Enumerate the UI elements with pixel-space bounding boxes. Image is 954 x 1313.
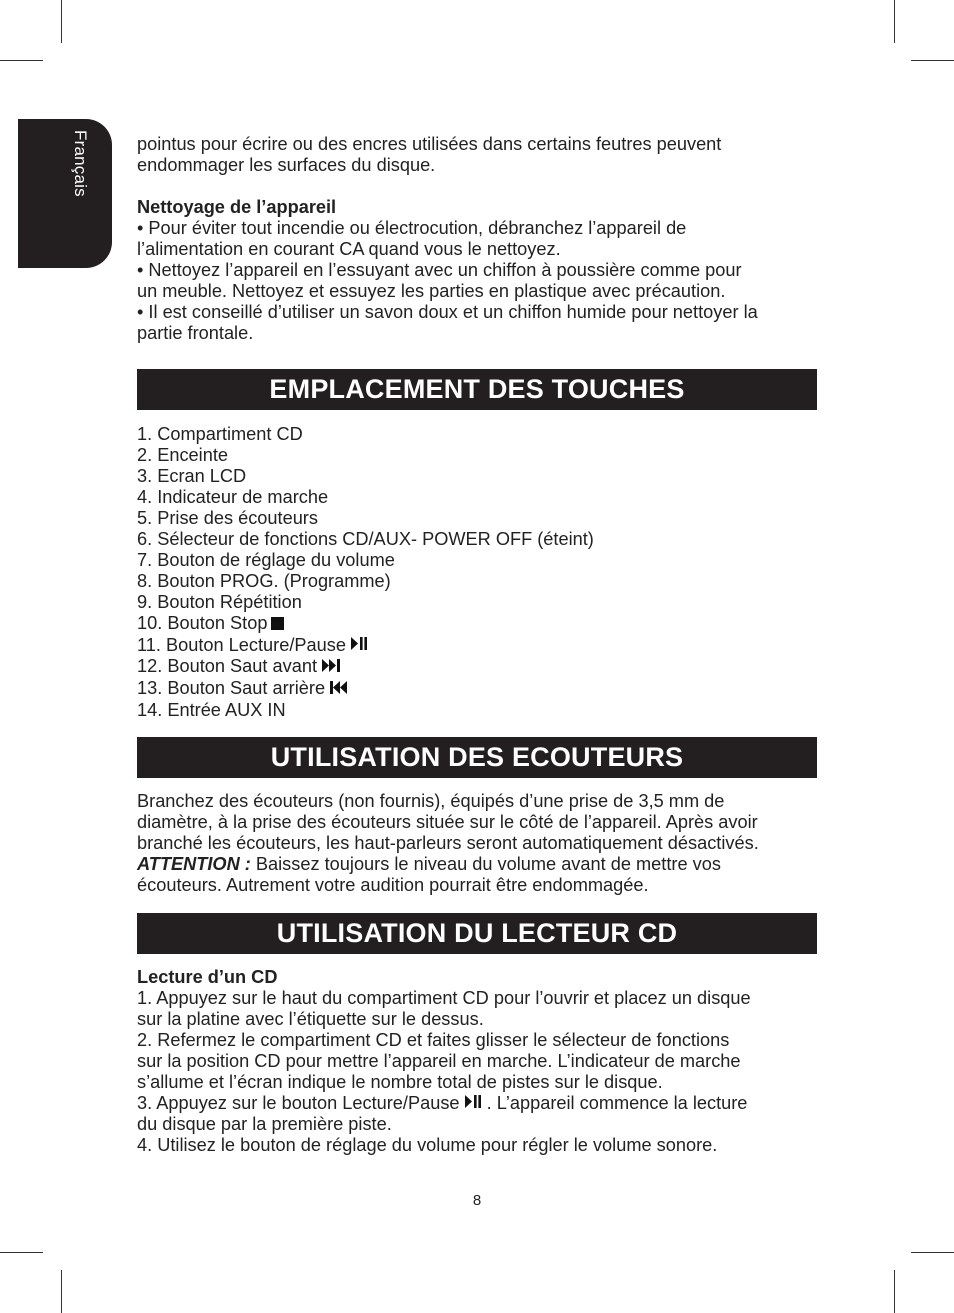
skip-forward-icon xyxy=(321,657,343,678)
headphones-line: écouteurs. Autrement votre audition pourrait être endommagée. xyxy=(137,874,649,895)
crop-mark xyxy=(911,60,954,61)
skip-back-icon xyxy=(329,679,351,700)
cd-line: 1. Appuyez sur le haut du compartiment CD pour l’ouvrir et placez un disque xyxy=(137,987,751,1008)
cd-subheading: Lecture d’un CD xyxy=(137,966,278,987)
cd-step3-suffix: . L’appareil commence la lecture xyxy=(481,1092,748,1113)
controls-item-label: 14. Entrée AUX IN xyxy=(137,699,286,720)
stop-icon xyxy=(271,614,284,635)
cleaning-line: un meuble. Nettoyez et essuyez les parties en plastique avec précaution. xyxy=(137,281,726,301)
controls-item-label: 8. Bouton PROG. (Programme) xyxy=(137,571,391,591)
controls-item-label: 11. Bouton Lecture/Pause xyxy=(137,634,346,655)
controls-item-label: 3. Ecran LCD xyxy=(137,466,247,486)
cleaning-line: partie frontale. xyxy=(137,323,254,343)
attention-text: Baissez toujours le niveau du volume avant de mettre vos xyxy=(250,853,721,874)
crop-mark xyxy=(0,1252,43,1253)
controls-item-label: 13. Bouton Saut arrière xyxy=(137,678,326,699)
controls-list-item xyxy=(137,529,817,550)
cd-line: sur la platine avec l’étiquette sur le dessus. xyxy=(137,1008,484,1029)
headphones-line: branché les écouteurs, les haut-parleurs seront automatiquement désactivés. xyxy=(137,832,759,853)
crop-mark xyxy=(0,60,43,61)
cd-step3 xyxy=(137,1093,817,1115)
play-pause-icon xyxy=(350,635,368,656)
cleaning-line: • Nettoyez l’appareil en l’essuyant avec un chiffon à poussière comme pour xyxy=(137,260,742,280)
headphones-line: diamètre, à la prise des écouteurs située sur le côté de l’appareil. Après avoir xyxy=(137,811,758,832)
language-tab xyxy=(18,119,112,268)
page-content xyxy=(137,134,817,1156)
cleaning-line: • Pour éviter tout incendie ou électrocution, débranchez l’appareil de xyxy=(137,218,687,238)
controls-item-label: 9. Bouton Répétition xyxy=(137,592,302,612)
controls-list-item xyxy=(137,508,817,529)
page-number: 8 xyxy=(472,1192,482,1209)
controls-list-item xyxy=(137,678,817,700)
controls-item-label: 2. Enceinte xyxy=(137,445,228,465)
cd-step3-prefix: 3. Appuyez sur le bouton Lecture/Pause xyxy=(137,1092,460,1113)
controls-list xyxy=(137,424,817,721)
language-tab-label: Français xyxy=(71,130,90,197)
controls-list-item xyxy=(137,424,817,445)
controls-list-item xyxy=(137,571,817,592)
cleaning-line: l’alimentation en courant CA quand vous le nettoyez. xyxy=(137,239,561,259)
crop-mark xyxy=(61,1270,62,1313)
cleaning-line: • Il est conseillé d’utiliser un savon doux et un chiffon humide pour nettoyer la xyxy=(137,302,758,322)
controls-list-item xyxy=(137,445,817,466)
controls-list-item xyxy=(137,700,817,721)
controls-list-item xyxy=(137,635,817,657)
controls-item-label: 10. Bouton Stop xyxy=(137,613,268,633)
controls-item-label: 4. Indicateur de marche xyxy=(137,487,329,507)
crop-mark xyxy=(894,0,895,43)
controls-list-item xyxy=(137,656,817,678)
section-banner-headphones: UTILISATION DES ECOUTEURS xyxy=(137,737,817,778)
controls-list-item xyxy=(137,550,817,571)
intro-line: endommager les surfaces du disque. xyxy=(137,155,436,175)
cd-line: 2. Refermez le compartiment CD et faites glisser le sélecteur de fonctions xyxy=(137,1029,730,1050)
controls-list-item xyxy=(137,613,817,635)
play-pause-icon xyxy=(464,1093,482,1114)
controls-item-label: 12. Bouton Saut avant xyxy=(137,656,317,677)
section-banner-cd-player: UTILISATION DU LECTEUR CD xyxy=(137,913,817,954)
crop-mark xyxy=(61,0,62,43)
controls-item-label: 6. Sélecteur de fonctions CD/AUX- POWER OFF (éteint) xyxy=(137,529,594,549)
attention-line xyxy=(137,854,817,875)
controls-list-item xyxy=(137,592,817,613)
cd-line: s’allume et l’écran indique le nombre total de pistes sur le disque. xyxy=(137,1071,663,1092)
controls-item-label: 1. Compartiment CD xyxy=(137,424,303,444)
cd-line: 4. Utilisez le bouton de réglage du volume pour régler le volume sonore. xyxy=(137,1135,718,1156)
section-banner-controls: EMPLACEMENT DES TOUCHES xyxy=(137,369,817,410)
cleaning-heading: Nettoyage de l’appareil xyxy=(137,197,337,217)
headphones-line: Branchez des écouteurs (non fournis), équipés d’une prise de 3,5 mm de xyxy=(137,790,725,811)
crop-mark xyxy=(894,1270,895,1313)
cd-line: sur la position CD pour mettre l’appareil en marche. L’indicateur de marche xyxy=(137,1050,741,1071)
attention-label: ATTENTION : xyxy=(137,853,251,874)
controls-list-item xyxy=(137,487,817,508)
cd-line: du disque par la première piste. xyxy=(137,1114,392,1135)
intro-line: pointus pour écrire ou des encres utilisées dans certains feutres peuvent xyxy=(137,134,722,154)
controls-list-item xyxy=(137,466,817,487)
crop-mark xyxy=(911,1252,954,1253)
controls-item-label: 7. Bouton de réglage du volume xyxy=(137,550,395,570)
controls-item-label: 5. Prise des écouteurs xyxy=(137,508,318,528)
